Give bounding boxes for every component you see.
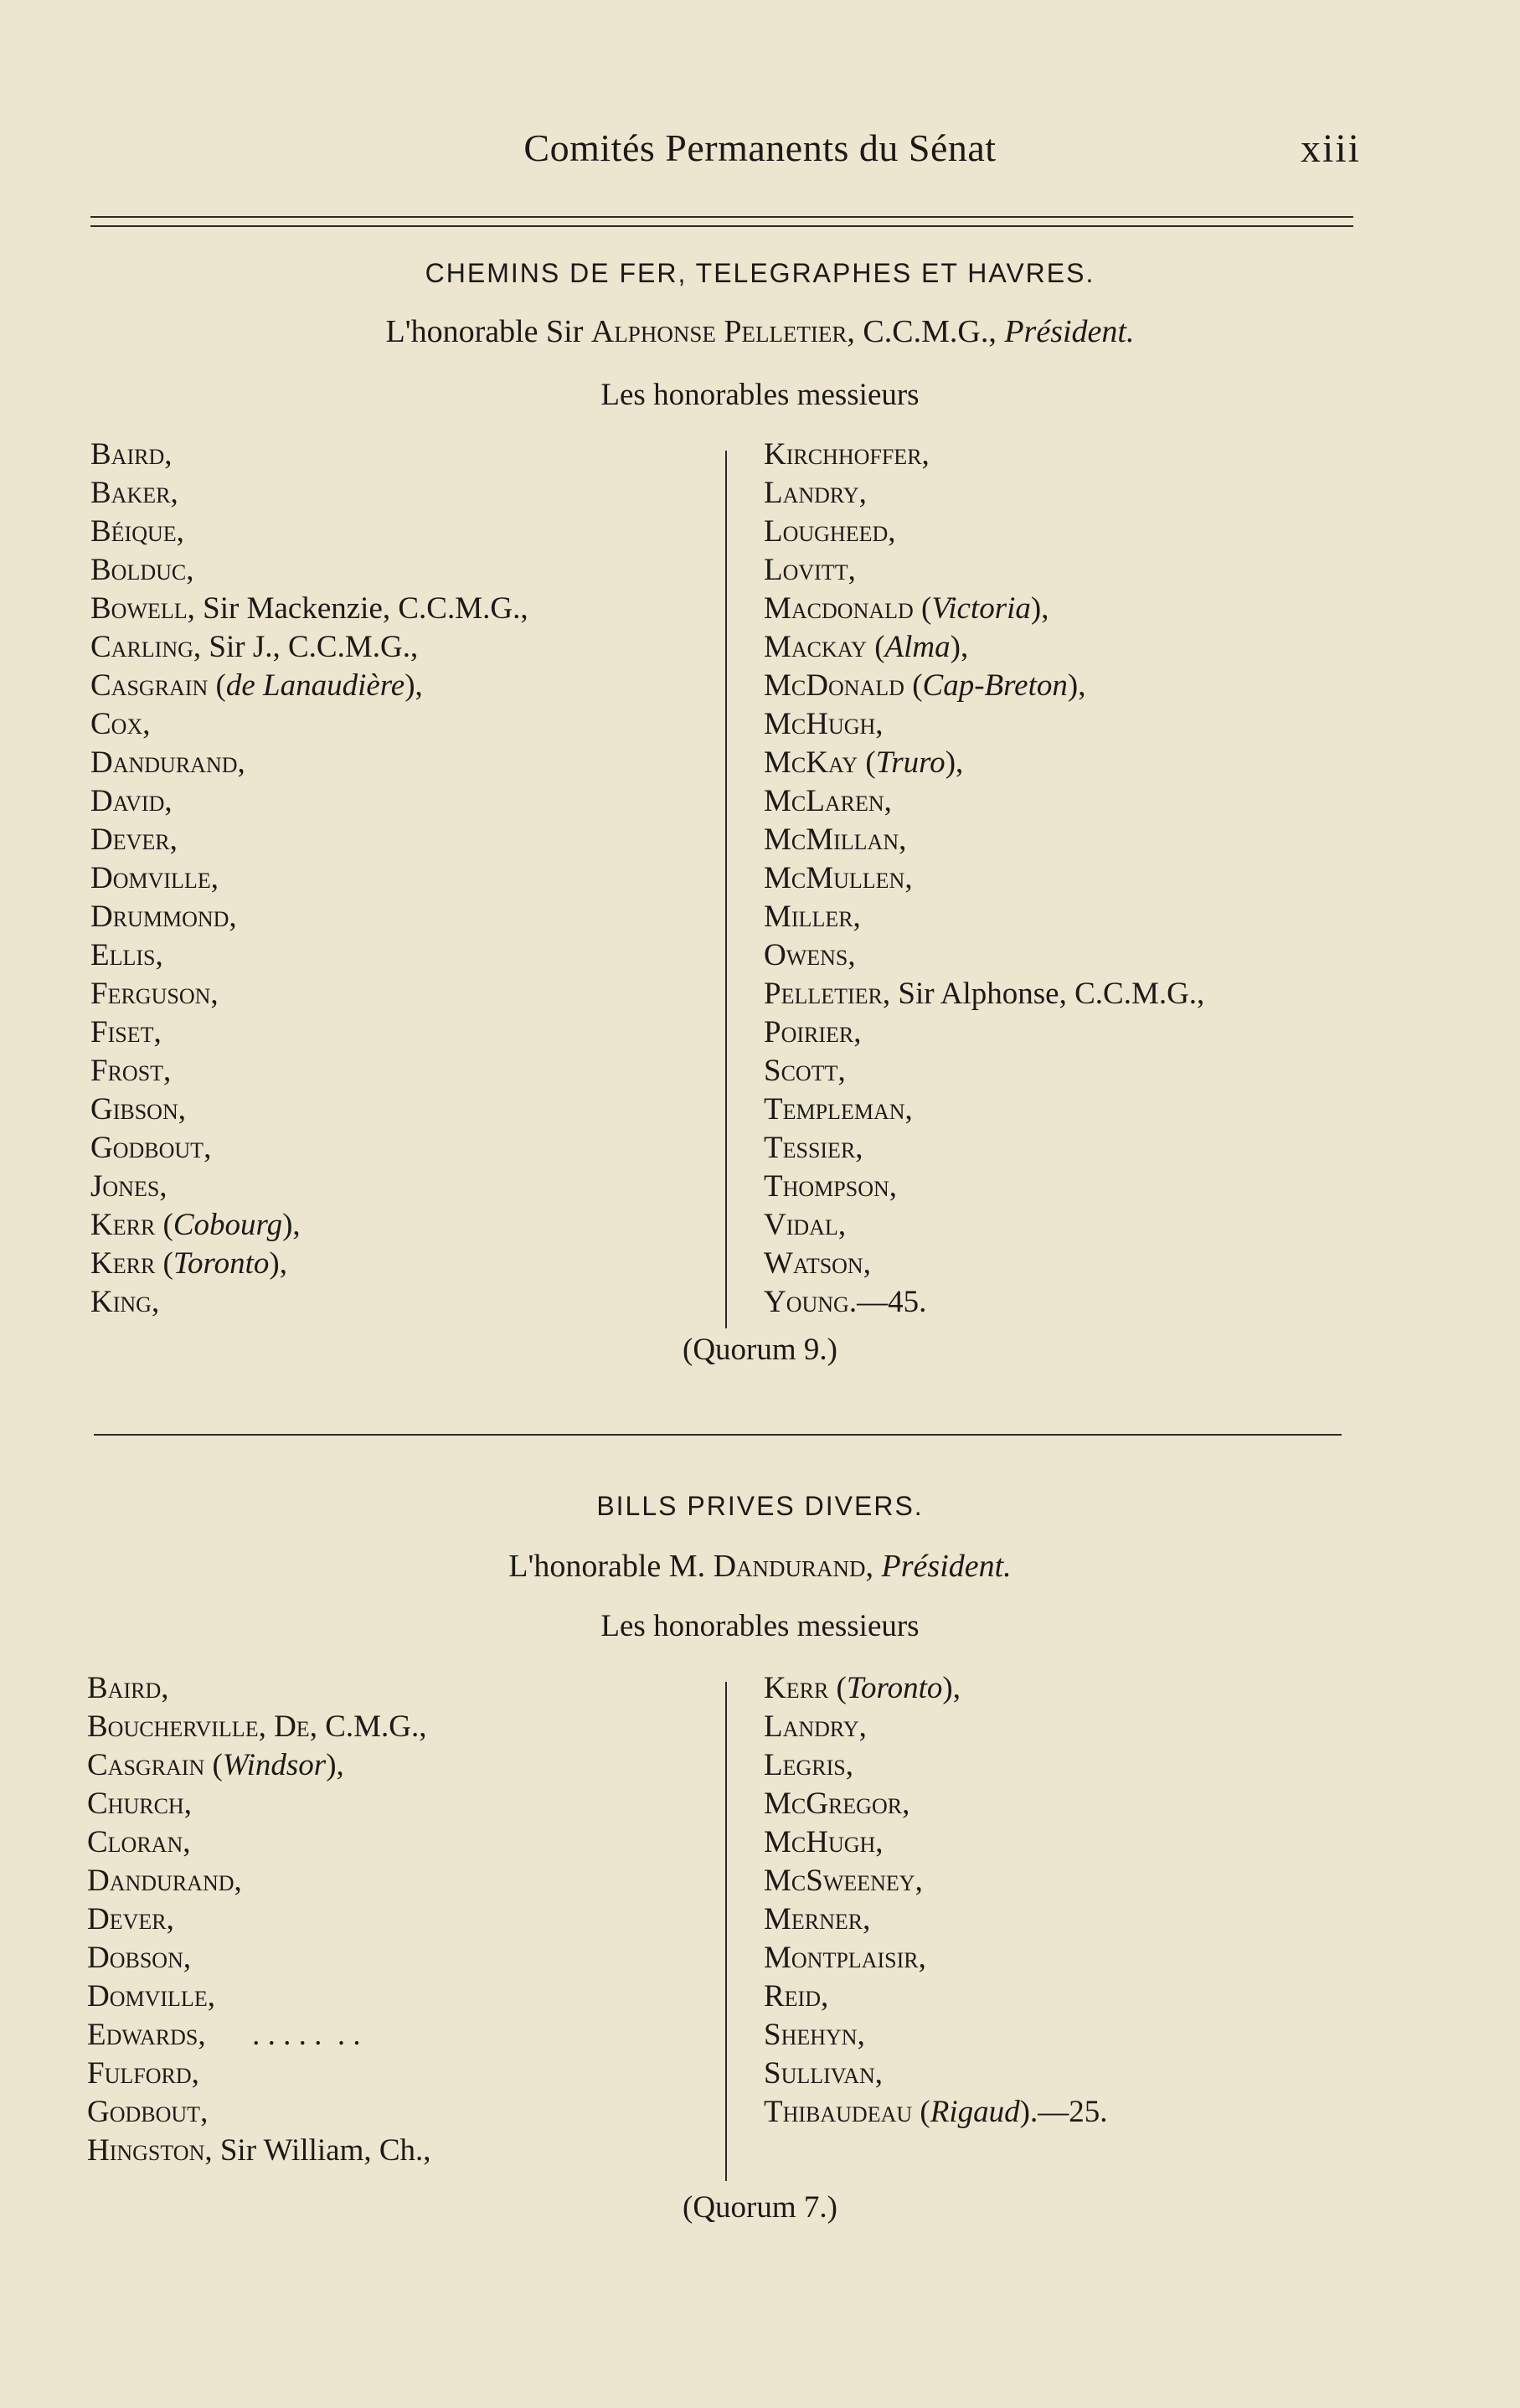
member-detail: , [904,861,913,895]
member-name: Dever [90,822,170,857]
member-detail: , [183,1825,191,1859]
member-entry [90,1206,528,1245]
member-name: Thompson [764,1169,889,1204]
section2-president-name: Dandurand [713,1549,866,1584]
member-detail: , [159,1169,167,1204]
member-entry [87,1708,431,1746]
member-detail: , Sir William, Ch., [204,2133,431,2168]
member-detail: , [229,900,237,934]
member-entry [87,1977,431,2016]
member-detail: , [183,1787,192,1821]
member-name: Macdonald [764,591,914,626]
member-detail: , [904,1092,913,1127]
member-detail: , [884,784,892,818]
member-detail: , [169,822,178,857]
member-detail: (Windsor), [204,1748,344,1782]
member-detail: (Truro), [858,745,964,780]
member-detail: (de Lanaudière), [208,668,423,703]
member-name: Casgrain [87,1748,205,1782]
member-detail: , [845,1748,853,1782]
member-entry [87,2055,431,2093]
member-name: Baird [87,1671,162,1705]
member-detail: , [166,1902,174,1936]
member-entry [764,1785,1107,1823]
member-detail: (Alma), [866,630,969,664]
member-entry [87,1746,431,1785]
member-detail: , [899,822,907,857]
member-name: Ferguson [90,977,211,1011]
member-detail: , [863,1246,871,1281]
member-detail: , [858,476,867,510]
member-name: Dever [87,1902,167,1936]
member-entry [90,474,528,513]
member-detail: , [855,1131,863,1165]
member-entry [764,1168,1204,1206]
member-detail: , [151,1285,160,1319]
member-name: Kirchhoffer [764,437,922,472]
member-entry [764,667,1204,705]
member-entry [764,898,1204,936]
member-name: Lovitt [764,553,848,587]
member-name: Landry [764,1709,859,1744]
member-entry [90,628,528,667]
member-detail: , [863,1902,871,1936]
member-name: Hingston [87,2133,205,2168]
member-name: Domville [90,861,211,895]
member-detail: , [857,2018,865,2052]
section2-president-suffix: , [865,1549,874,1584]
member-entry [764,436,1204,474]
member-detail: , [183,1941,192,1975]
member-detail: , [200,2095,209,2129]
member-name: McSweeney [764,1864,915,1898]
section1-president-suffix: , C.C.M.G., [847,314,997,349]
member-detail: , [848,938,856,972]
member-detail: , [888,514,896,549]
member-entry [87,1900,431,1939]
member-detail: , [210,977,219,1011]
member-name: Casgrain [90,668,209,703]
member-name: Dandurand [90,745,238,780]
member-entry [87,2016,431,2055]
member-name: Boucherville, De [87,1709,310,1744]
section1-title: CHEMINS DE FER, TELEGRAPHES ET HAVRES. [425,258,1095,288]
member-name: Templeman [764,1092,905,1127]
member-name: Vidal [764,1208,838,1242]
section1-president-prefix: L'honorable Sir [385,314,584,349]
member-detail: , [178,1092,186,1127]
member-entry [764,1091,1204,1129]
member-name: Dobson [87,1941,183,1975]
member-name: Bolduc [90,553,187,587]
member-detail: , [237,745,245,780]
member-detail: , [853,1015,862,1049]
member-detail: (Cap-Breton), [904,668,1086,703]
member-name: David [90,784,165,818]
member-name: Shehyn [764,2018,858,2052]
member-entry [764,821,1204,859]
member-name: McDonald [764,668,904,703]
member-detail: , [889,1169,897,1204]
member-detail: , [164,784,173,818]
member-name: Godbout [87,2095,201,2129]
section-separator-rule [94,1434,1342,1436]
member-entry [90,859,528,898]
member-entry [87,2093,431,2132]
member-entry [764,705,1204,744]
member-entry [764,1977,1107,2016]
member-entry [90,1283,528,1322]
member-name: Miller [764,900,853,934]
member-detail: , [837,1208,847,1242]
running-title: Comités Permanents du Sénat [523,126,997,169]
member-detail: , [858,1709,867,1744]
member-entry [90,1168,528,1206]
member-name: Pelletier [764,977,883,1011]
member-name: Béique [90,514,177,549]
member-detail: , [207,1979,215,2014]
member-name: McMillan [764,822,899,857]
member-name: Landry [764,476,859,510]
member-name: Watson [764,1246,863,1281]
member-entry [764,1013,1204,1052]
member-name: Sullivan [764,2056,875,2091]
member-name: Kerr [90,1246,156,1281]
member-name: Baker [90,476,171,510]
member-entry [764,1206,1204,1245]
member-entry [764,513,1204,551]
member-name: McMullen [764,861,905,895]
member-detail: , [163,1054,172,1088]
member-detail: , [153,1015,162,1049]
member-detail: , Sir Mackenzie, C.C.M.G., [187,591,528,626]
member-name: Reid [764,1979,821,2014]
member-detail: (Toronto), [828,1671,961,1705]
member-name: Merner [764,1902,863,1936]
member-name: Montplaisir [764,1941,919,1975]
member-detail: .—45. [848,1285,927,1319]
member-detail: , [176,514,184,549]
member-entry [90,705,528,744]
member-entry [764,1862,1107,1900]
member-name: Owens [764,938,848,972]
member-entry [90,551,528,590]
member-detail: , [918,1941,926,1975]
member-entry [87,1939,431,1977]
member-entry [764,2055,1107,2093]
member-name: Gibson [90,1092,178,1127]
member-entry [764,590,1204,628]
section1-president-line [0,313,1520,350]
member-name: McHugh [764,707,876,741]
member-name: McKay [764,745,858,780]
member-name: Kerr [764,1671,829,1705]
member-entry [764,1746,1107,1785]
member-name: Baird [90,437,165,472]
member-entry [90,898,528,936]
member-name: Edwards [87,2018,198,2052]
member-detail: , [186,553,194,587]
member-name: McGregor [764,1787,903,1821]
member-name: Young [764,1285,849,1319]
section2-left-column [87,1669,431,2170]
member-detail: , [142,707,151,741]
member-entry [90,1013,528,1052]
member-name: Mackay [764,630,867,664]
member-detail: , [191,2056,199,2091]
member-detail: , Sir J., C.C.M.G., [193,630,419,664]
member-detail: , C.M.G., [309,1709,427,1744]
member-entry [87,1862,431,1900]
member-detail: , [837,1054,846,1088]
header-double-rule [90,216,1353,227]
member-detail: , Sir Alphonse, C.C.M.G., [882,977,1205,1011]
member-entry [90,1129,528,1168]
member-name: McLaren [764,784,884,818]
member-name: Lougheed [764,514,889,549]
member-detail: , [915,1864,923,1898]
member-entry [764,2016,1107,2055]
page-number: xiii [1300,126,1361,171]
member-entry [764,782,1204,821]
member-entry [90,1091,528,1129]
member-entry [90,436,528,474]
member-detail: , [155,938,163,972]
member-entry [764,975,1204,1013]
member-entry [90,744,528,782]
section1-quorum: (Quorum 9.) [683,1333,837,1367]
member-entry [90,1052,528,1091]
member-name: Bowell [90,591,188,626]
member-entry [764,1129,1204,1168]
member-entry [764,474,1204,513]
member-entry [764,1900,1107,1939]
member-detail: (Cobourg), [155,1208,301,1242]
member-detail: , [902,1787,910,1821]
member-entry [87,1785,431,1823]
member-entry [90,936,528,975]
section2-right-column [764,1669,1107,2132]
member-detail: , [875,1825,884,1859]
section1-column-divider [725,451,727,1328]
member-detail: , [164,437,173,472]
member-name: Poirier [764,1015,854,1049]
member-name: Dandurand [87,1864,234,1898]
member-detail: , [848,553,856,587]
member-entry [87,1669,431,1708]
member-entry [764,936,1204,975]
member-name: Drummond [90,900,229,934]
member-detail: , [875,707,884,741]
member-entry [764,744,1204,782]
member-entry [87,1823,431,1862]
member-entry [764,859,1204,898]
member-detail: (Victoria), [913,591,1049,626]
member-entry [90,975,528,1013]
member-entry [764,1283,1204,1322]
member-name: Fiset [90,1015,154,1049]
member-detail: , [170,476,178,510]
member-entry [764,628,1204,667]
member-detail: , . . . . . . . [198,2018,361,2052]
section2-president-prefix: L'honorable M. [508,1549,706,1584]
section1-left-column [90,436,528,1322]
member-name: Legris [764,1748,846,1782]
member-name: Thibaudeau [764,2095,913,2129]
section1-right-column [764,436,1204,1322]
section2-title: BILLS PRIVES DIVERS. [596,1491,924,1521]
member-entry [90,1245,528,1283]
member-detail: , [874,2056,884,2091]
member-name: Tessier [764,1131,856,1165]
member-name: Godbout [90,1131,204,1165]
member-entry [90,782,528,821]
member-detail: , [204,1131,212,1165]
member-entry [90,590,528,628]
member-detail: , [210,861,219,895]
member-name: Church [87,1787,184,1821]
member-name: Frost [90,1054,164,1088]
member-entry [764,1245,1204,1283]
section2-quorum: (Quorum 7.) [683,2190,837,2225]
member-name: Cloran [87,1825,183,1859]
member-entry [764,1823,1107,1862]
member-entry [90,513,528,551]
member-entry [90,821,528,859]
member-name: McHugh [764,1825,876,1859]
member-name: Ellis [90,938,156,972]
member-name: Scott [764,1054,838,1088]
member-detail: (Rigaud).—25. [912,2095,1108,2129]
member-name: Domville [87,1979,208,2014]
member-entry [764,2093,1107,2132]
member-detail: , [921,437,930,472]
member-detail: , [161,1671,169,1705]
member-name: Kerr [90,1208,156,1242]
section1-members-heading: Les honorables messieurs [600,378,920,412]
section1-president-name: Alphonse Pelletier [590,314,848,349]
member-entry [764,1708,1107,1746]
member-detail: (Toronto), [155,1246,287,1281]
section2-column-divider [725,1682,727,2181]
member-detail: , [821,1979,829,2014]
section1-president-role: Président. [1004,314,1135,349]
section2-president-role: Président. [881,1549,1012,1584]
member-entry [764,551,1204,590]
member-detail: , [853,900,861,934]
member-entry [87,2132,431,2170]
member-name: Carling [90,630,193,664]
member-entry [764,1669,1107,1708]
member-name: King [90,1285,152,1319]
section2-members-heading: Les honorables messieurs [600,1609,920,1643]
member-entry [764,1939,1107,1977]
member-entry [90,667,528,705]
section2-president-line [0,1548,1520,1585]
member-name: Jones [90,1169,160,1204]
member-entry [764,1052,1204,1091]
member-detail: , [234,1864,242,1898]
member-name: Cox [90,707,143,741]
member-name: Fulford [87,2056,192,2091]
